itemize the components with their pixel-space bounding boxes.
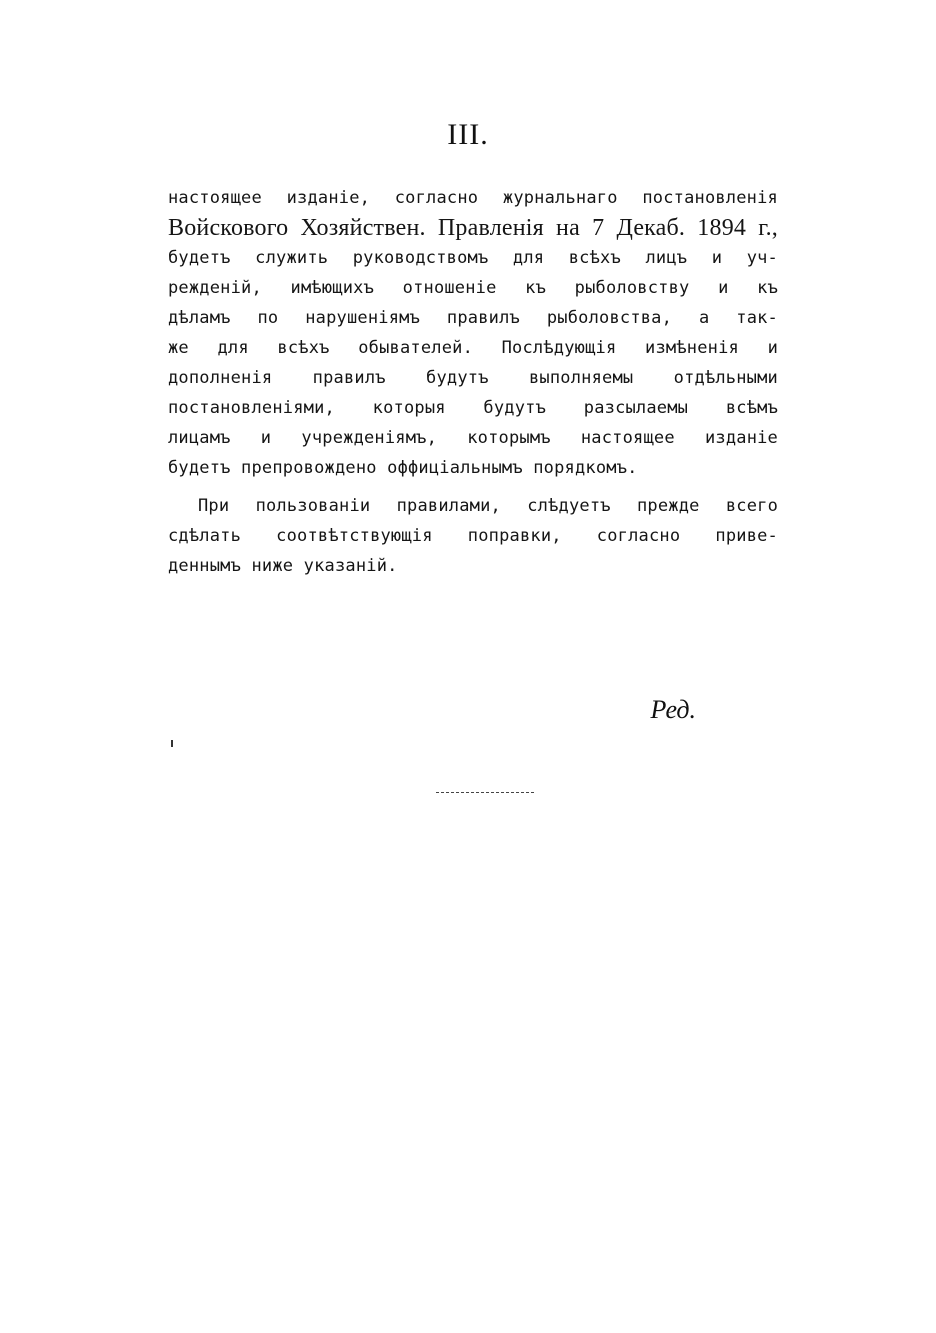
page-number: III. (447, 118, 489, 151)
text-line: лицамъ и учрежденіямъ, которымъ настоящее изданіе (168, 428, 778, 448)
text-line: настоящее изданіе, согласно журнальнаго постановленія (168, 188, 778, 208)
paragraph-1 (168, 183, 778, 483)
text-line: будетъ препровождено оффиціальнымъ порядкомъ. (168, 458, 638, 478)
section-divider (436, 792, 534, 793)
paragraph-spacer (168, 483, 778, 491)
text-line: же для всѣхъ обывателей. Послѣдующія измѣненія и (168, 338, 778, 358)
text-line: При пользованіи правилами, слѣдуетъ прежде всего (198, 496, 778, 516)
text-line: режденій, имѣющихъ отношеніе къ рыболовству и къ (168, 278, 778, 298)
text-line: деннымъ ниже указаній. (168, 556, 398, 576)
text-line: постановленіями, которыя будутъ разсылаемы всѣмъ (168, 398, 778, 418)
text-line: будетъ служить руководствомъ для всѣхъ лицъ и уч- (168, 248, 778, 268)
text-line: дѣламъ по нарушеніямъ правилъ рыболовства, а так- (168, 308, 778, 328)
body-text (168, 183, 778, 581)
paragraph-2 (168, 491, 778, 581)
stray-mark (171, 740, 173, 747)
text-line: Войскового Хозяйствен. Правленія на 7 Декаб. 1894 г., (168, 215, 778, 241)
editor-signature: Ред. (650, 695, 696, 724)
text-line: дополненія правилъ будутъ выполняемы отдѣльными (168, 368, 778, 388)
text-line: сдѣлать соотвѣтствующія поправки, согласно приве- (168, 526, 778, 546)
